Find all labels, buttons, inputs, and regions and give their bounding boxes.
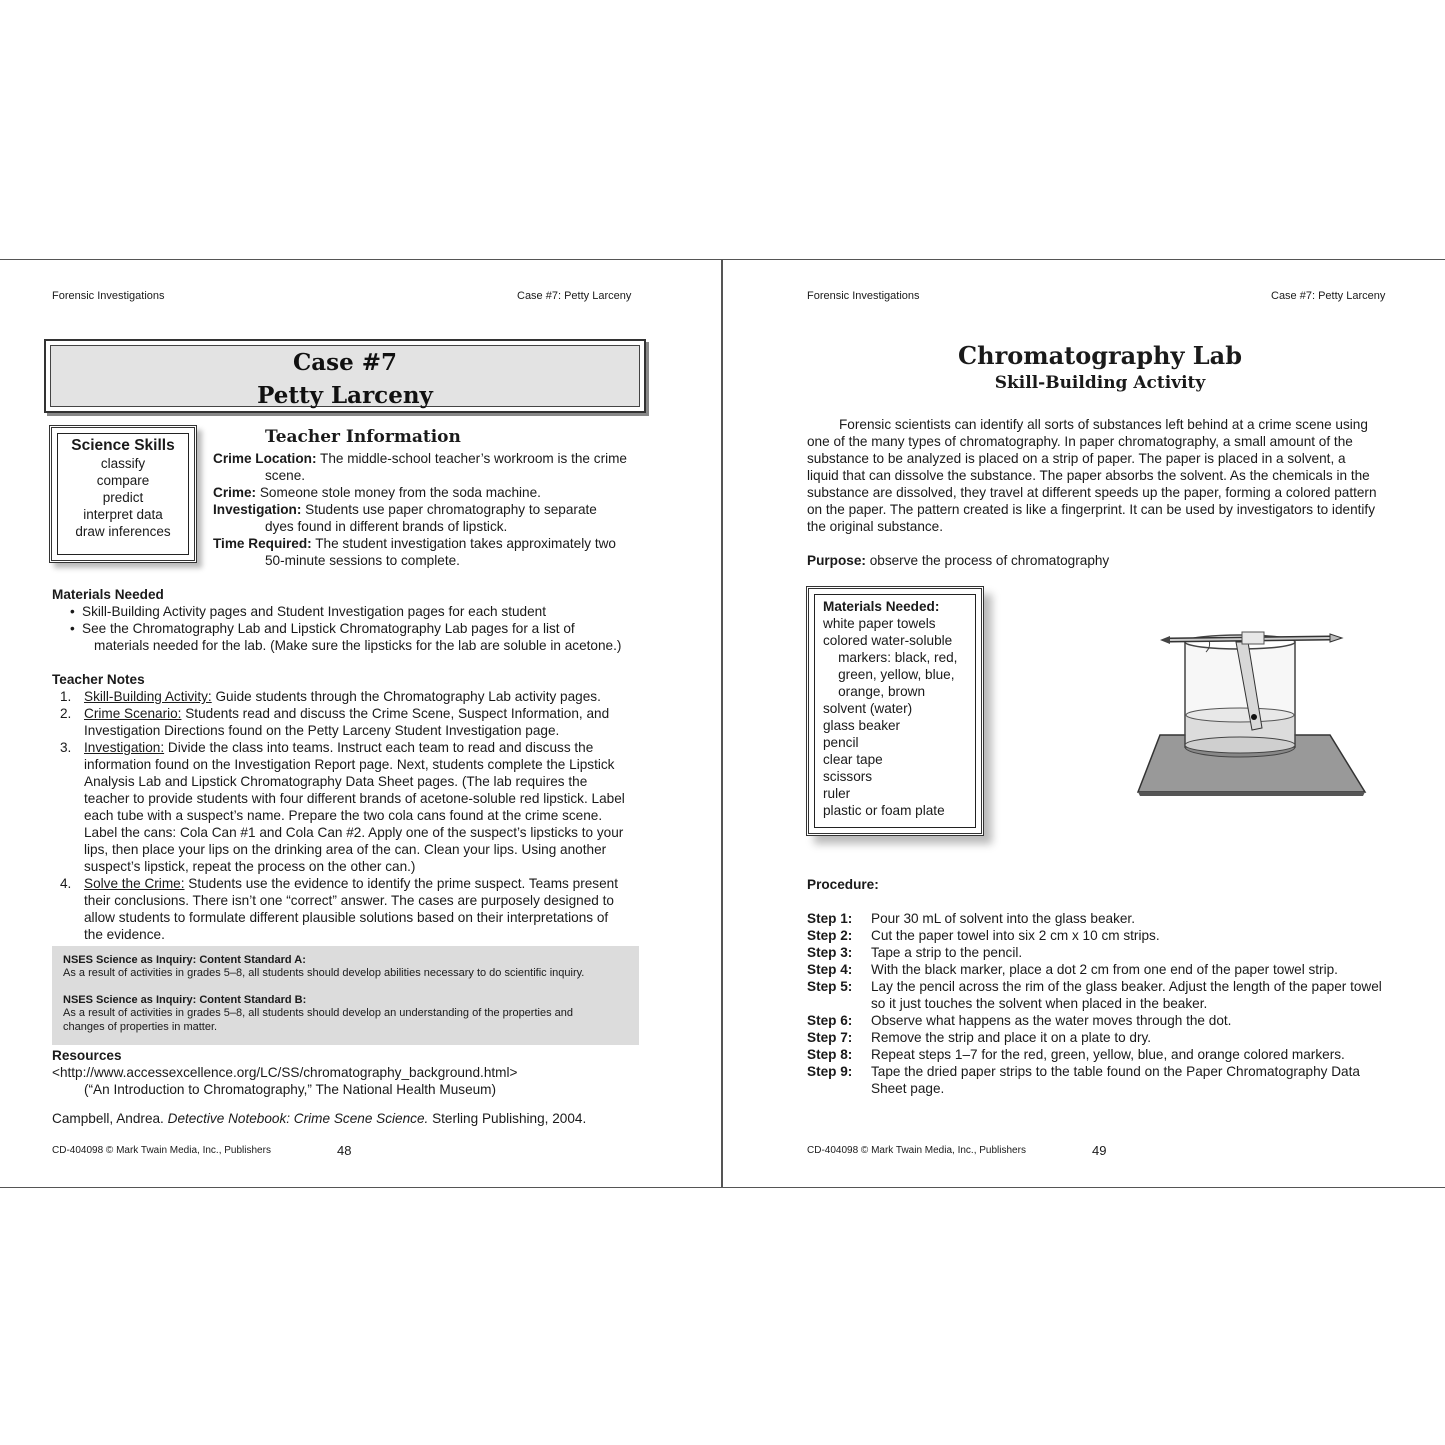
step-label: Step 7:	[807, 1030, 853, 1045]
nses-b-text: As a result of activities in grades 5–8, all students should develop an understanding of the properties and	[63, 1007, 573, 1019]
resources-heading: Resources	[52, 1048, 122, 1063]
step-row	[807, 1063, 1397, 1080]
book-author: Campbell, Andrea.	[52, 1111, 164, 1126]
note-3-text-cont: Label the cans: Cola Can #1 and Cola Can #2. Apply one of the suspect’s lipsticks to your	[84, 825, 624, 840]
book-title: Detective Notebook: Crime Scene Science.	[167, 1111, 429, 1126]
note-2-label: Crime Scenario:	[84, 706, 182, 721]
materials-heading: Materials Needed	[52, 587, 164, 602]
teacher-info-block	[213, 450, 643, 569]
skill-item: predict	[102, 490, 144, 505]
crime-location-label: Crime Location:	[213, 451, 317, 466]
step-label: Step 5:	[807, 979, 853, 994]
resources-section	[52, 1047, 652, 1127]
note-3-text-cont: suspect’s lipstick, repeat the process on the other can.)	[84, 859, 416, 874]
note-3-text-cont: teacher to provide students with four different brands of acetone-soluble red lipstick. Label	[84, 791, 625, 806]
nses-a-heading: NSES Science as Inquiry: Content Standard A:	[63, 954, 306, 966]
material-item: scissors	[823, 769, 873, 784]
crime-location-text-cont: scene.	[265, 468, 306, 483]
page-divider	[721, 260, 723, 1187]
procedure-steps	[807, 910, 1397, 1097]
purpose-text: observe the process of chromatography	[869, 553, 1110, 568]
note-4-label: Solve the Crime:	[84, 876, 185, 891]
left-page-number: 48	[337, 1143, 352, 1158]
step-row	[807, 1046, 1397, 1063]
material-item: pencil	[823, 735, 859, 750]
material-item: colored water-soluble	[823, 633, 953, 648]
step-text: Cut the paper towel into six 2 cm x 10 cm strips.	[871, 928, 1160, 943]
left-header-left: Forensic Investigations	[52, 290, 165, 302]
step-label: Step 2:	[807, 928, 853, 943]
step-label: Step 6:	[807, 1013, 853, 1028]
material-item: ruler	[823, 786, 851, 801]
crime-location-text: The middle-school teacher’s workroom is the crime	[320, 451, 627, 466]
purpose-label: Purpose:	[807, 553, 866, 568]
skill-item: classify	[100, 456, 146, 471]
note-4-text-cont: their conclusions. There isn’t one “correct” answer. The cases are purposely designed to	[84, 893, 614, 908]
note-3-text-cont: lips, then place your lips on the drinking area of the can. Clean your lips. Using another	[84, 842, 607, 857]
material-item: green, yellow, blue,	[823, 667, 955, 682]
time-text: The student investigation takes approximately two	[315, 536, 616, 551]
step-text: Tape a strip to the pencil.	[871, 945, 1023, 960]
step-text: With the black marker, place a dot 2 cm from one end of the paper towel strip.	[871, 962, 1338, 977]
investigation-label: Investigation:	[213, 502, 302, 517]
skill-item: interpret data	[83, 507, 163, 522]
intro-line: on the paper. The pattern created is like a fingerprint. It can be used by investigators to identify	[807, 502, 1376, 517]
material-item: solvent (water)	[823, 701, 913, 716]
step-row	[807, 927, 1397, 944]
step-text: Pour 30 mL of solvent into the glass beaker.	[871, 911, 1135, 926]
case-title-line2: Petty Larceny	[257, 382, 433, 409]
step-text-cont: so it just touches the solvent when placed in the beaker.	[871, 996, 1208, 1011]
step-label: Step 8:	[807, 1047, 853, 1062]
right-header-right: Case #7: Petty Larceny	[1271, 290, 1386, 302]
intro-line: one of the many types of chromatography. In paper chromatography, a small amount of the	[807, 434, 1353, 449]
materials-needed-heading: Materials Needed:	[823, 599, 940, 614]
note-3-text-cont: Analysis Lab and Lipstick Chromatography Data Sheet pages. (The lab requires the	[84, 774, 588, 789]
investigation-text-cont: dyes found in different brands of lipstick.	[265, 519, 508, 534]
intro-line: liquid that can dissolve the substance. The paper absorbs the solvent. As the chemicals in the	[807, 468, 1370, 483]
skill-item: draw inferences	[75, 524, 171, 539]
teacher-notes-heading: Teacher Notes	[52, 672, 145, 687]
step-label: Step 3:	[807, 945, 853, 960]
right-footer: CD-404098 © Mark Twain Media, Inc., Publishers	[807, 1145, 1026, 1156]
step-row	[807, 1012, 1397, 1029]
nses-a-text: As a result of activities in grades 5–8, all students should develop abilities necessary to do scientific inquiry.	[63, 967, 585, 979]
teacher-info-heading: Teacher Information	[265, 427, 461, 447]
material-item: plastic or foam plate	[823, 803, 945, 818]
step-text: Lay the pencil across the rim of the glass beaker. Adjust the length of the paper towel	[871, 979, 1382, 994]
step-label: Step 4:	[807, 962, 853, 977]
note-2-text-cont: Investigation Directions found on the Petty Larceny Student Investigation page.	[84, 723, 560, 738]
nses-standards-box	[52, 946, 639, 1045]
right-page-number: 49	[1092, 1143, 1107, 1158]
beaker-illustration	[1130, 620, 1370, 800]
intro-paragraph	[807, 416, 1393, 535]
step-text-cont: Sheet page.	[871, 1081, 945, 1096]
note-4-text-cont: the evidence.	[84, 927, 165, 942]
step-text: Tape the dried paper strips to the table found on the Paper Chromatography Data	[871, 1064, 1360, 1079]
crime-text: Someone stole money from the soda machine.	[259, 485, 541, 500]
materials-section: Materials Needed • Skill-Building Activity pages and Student Investigation pages for each student • See the Chromatography Lab and Lipstick Chromatography Lab pages for a list of materials needed for the lab. (Make sure the lipsticks for the lab are soluble in acetone.)	[52, 586, 639, 654]
material-item: glass beaker	[823, 718, 901, 733]
step-text: Remove the strip and place it on a plate to dry.	[871, 1030, 1152, 1045]
right-header-left: Forensic Investigations	[807, 290, 920, 302]
science-skills-box	[49, 425, 197, 563]
lab-title: Chromatography Lab	[958, 341, 1242, 370]
materials-needed-box	[806, 586, 984, 836]
skill-item: compare	[96, 473, 150, 488]
left-footer: CD-404098 © Mark Twain Media, Inc., Publishers	[52, 1145, 271, 1156]
intro-line: substance are dissolved, they travel at different speeds up the paper, forming a colored pattern	[807, 485, 1377, 500]
intro-line: the original substance.	[807, 519, 944, 534]
materials-bullet-2: See the Chromatography Lab and Lipstick Chromatography Lab pages for a list of	[82, 621, 575, 636]
nses-b-text-cont: changes of properties in matter.	[63, 1021, 218, 1033]
book-spread	[0, 259, 1445, 1188]
note-2-text: Students read and discuss the Crime Scene, Suspect Information, and	[185, 706, 610, 721]
purpose-line	[807, 552, 1109, 569]
step-row	[807, 978, 1397, 995]
step-label: Step 9:	[807, 1064, 853, 1079]
intro-line: Forensic scientists can identify all sorts of substances left behind at a crime scene using	[839, 417, 1368, 432]
step-text: Observe what happens as the water moves through the dot.	[871, 1013, 1232, 1028]
left-header-right: Case #7: Petty Larceny	[517, 290, 632, 302]
time-label: Time Required:	[213, 536, 312, 551]
material-item: white paper towels	[823, 616, 936, 631]
note-3-text-cont: each tube with a suspect’s name. Prepare the two cola cans found at the crime scene.	[84, 808, 603, 823]
note-3-text: Divide the class into teams. Instruct each team to read and discuss the	[167, 740, 594, 755]
step-text: Repeat steps 1–7 for the red, green, yellow, blue, and orange colored markers.	[871, 1047, 1345, 1062]
step-row	[807, 910, 1397, 927]
step-label: Step 1:	[807, 911, 853, 926]
note-3-text-cont: information found on the Investigation Report page. Next, students complete the Lipstick	[84, 757, 615, 772]
resource-url[interactable]: <http://www.accessexcellence.org/LC/SS/chromatography_background.html>	[52, 1065, 518, 1080]
book-publisher: Sterling Publishing, 2004.	[432, 1111, 587, 1126]
crime-label: Crime:	[213, 485, 257, 500]
material-item: markers: black, red,	[823, 650, 958, 665]
material-item: orange, brown	[823, 684, 926, 699]
nses-b-heading: NSES Science as Inquiry: Content Standard B:	[63, 994, 307, 1006]
science-skills-title: Science Skills	[71, 437, 175, 454]
resource-url-note: (“An Introduction to Chromatography,” The National Health Museum)	[84, 1082, 497, 1097]
note-3-label: Investigation:	[84, 740, 165, 755]
step-row	[807, 961, 1397, 978]
lab-subtitle: Skill-Building Activity	[994, 373, 1206, 393]
materials-bullet-2-cont: materials needed for the lab. (Make sure the lipsticks for the lab are soluble in acetone.)	[94, 638, 622, 653]
note-4-text: Students use the evidence to identify the prime suspect. Teams present	[188, 876, 618, 891]
note-1-text: Guide students through the Chromatography Lab activity pages.	[215, 689, 601, 704]
material-item: clear tape	[823, 752, 883, 767]
materials-bullet-1: Skill-Building Activity pages and Student Investigation pages for each student	[82, 604, 546, 619]
procedure-heading: Procedure:	[807, 877, 879, 892]
note-1-label: Skill-Building Activity:	[84, 689, 212, 704]
time-text-cont: 50-minute sessions to complete.	[265, 553, 460, 568]
teacher-notes-section: Teacher Notes 1. Skill-Building Activity: Guide students through the Chromatography Lab activity pages. 2. Crime Scenario: Students read and discuss the Crime Scene, Suspect Information, and Investigation Directions found on the Petty Larceny Student Investigation page. 3. Investigation: Divide the class into teams. Instruct each team to read and discuss the information found on the Investigation Report page. Next, students complete the Lipstick Analysis Lab and Lipstick Chromatography Data Sheet pages. (The lab requires the teacher to provide students with four different brands of acetone-soluble red lipstick. Label each tube with a suspect’s name. Prepare the two cola cans found at the crime scene. Label the cans: Cola Can #1 and Cola Can #2. Apply one of the suspect’s lipsticks to your lips, then place your lips on the drinking area of the can. Clean your lips. Using another suspect’s lipstick, repeat the process on the other can.) 4. Solve the Crime: Students use the evidence to identify the prime suspect. Teams present their conclusions. There isn’t one “correct” answer. The cases are purposely designed to allow students to formulate different plausible solutions based on their interpretations of the evidence.	[52, 671, 639, 943]
step-row	[807, 1029, 1397, 1046]
step-row	[807, 944, 1397, 961]
note-4-text-cont: allow students to formulate different plausible solutions based on their interpretations of	[84, 910, 609, 925]
investigation-text: Students use paper chromatography to separate	[305, 502, 597, 517]
case-title-line1: Case #7	[292, 349, 398, 376]
case-title-box	[44, 339, 646, 413]
intro-line: substance to be analyzed is placed on a strip of paper. The paper is placed in a solvent, a	[807, 451, 1346, 466]
